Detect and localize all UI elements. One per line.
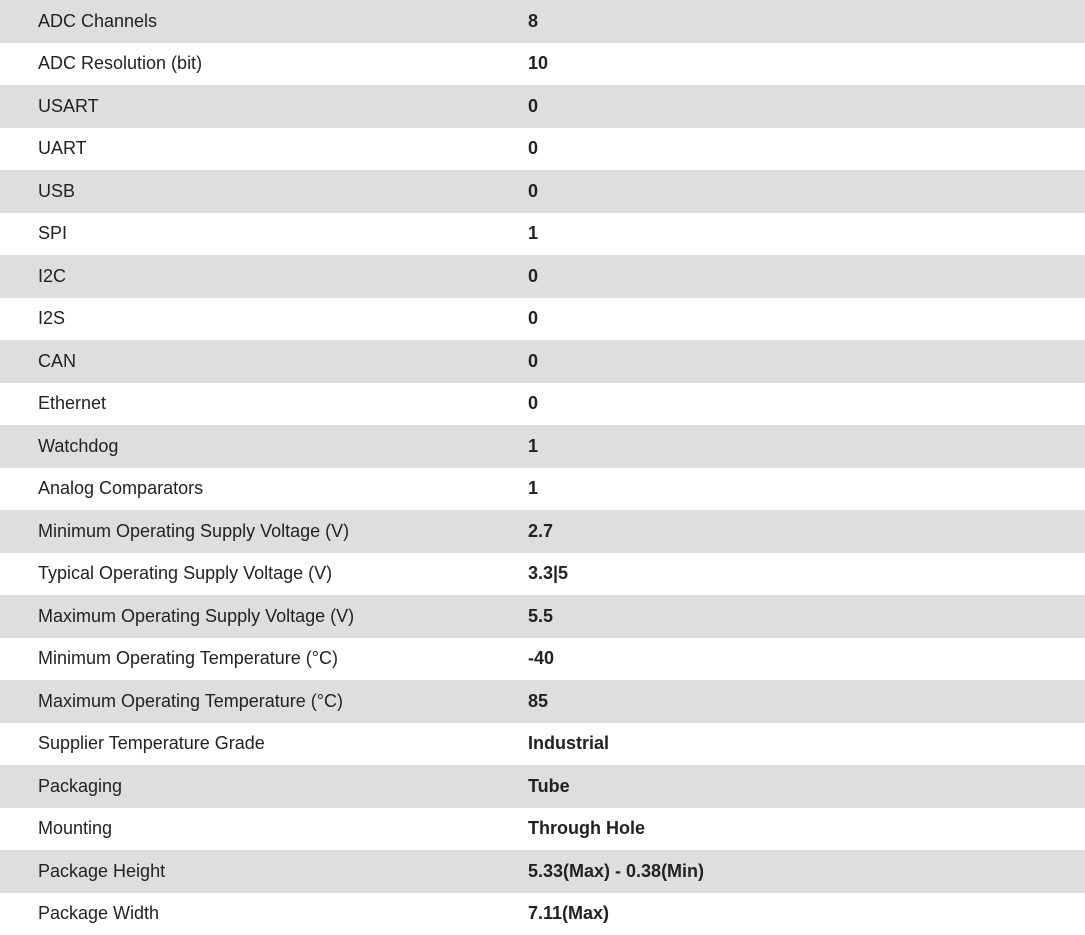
spec-value: 8: [528, 0, 1085, 43]
spec-label: UART: [0, 128, 528, 171]
spec-label: Typical Operating Supply Voltage (V): [0, 553, 528, 596]
spec-label: I2S: [0, 298, 528, 341]
table-row: [0, 595, 1085, 638]
spec-value: 0: [528, 298, 1085, 341]
spec-value: 5.5: [528, 595, 1085, 638]
spec-label: Maximum Operating Temperature (°C): [0, 680, 528, 723]
spec-value: 0: [528, 85, 1085, 128]
spec-value: Through Hole: [528, 808, 1085, 851]
spec-label: USART: [0, 85, 528, 128]
spec-label: ADC Resolution (bit): [0, 43, 528, 86]
table-row: [0, 255, 1085, 298]
spec-value: 0: [528, 170, 1085, 213]
spec-value: 3.3|5: [528, 553, 1085, 596]
spec-label: USB: [0, 170, 528, 213]
spec-label: Maximum Operating Supply Voltage (V): [0, 595, 528, 638]
spec-value: 2.7: [528, 510, 1085, 553]
table-row: [0, 213, 1085, 256]
spec-label: Minimum Operating Supply Voltage (V): [0, 510, 528, 553]
spec-label: Minimum Operating Temperature (°C): [0, 638, 528, 681]
spec-value: 1: [528, 213, 1085, 256]
table-row: [0, 468, 1085, 511]
spec-value: 1: [528, 425, 1085, 468]
spec-value: 0: [528, 128, 1085, 171]
spec-label: Analog Comparators: [0, 468, 528, 511]
table-row: [0, 638, 1085, 681]
table-row: [0, 553, 1085, 596]
spec-label: Mounting: [0, 808, 528, 851]
spec-value: 1: [528, 468, 1085, 511]
spec-label: Package Height: [0, 850, 528, 893]
table-row: [0, 0, 1085, 43]
table-row: [0, 383, 1085, 426]
table-row: [0, 765, 1085, 808]
table-row: [0, 128, 1085, 171]
spec-value: 0: [528, 340, 1085, 383]
spec-value: 7.11(Max): [528, 893, 1085, 935]
spec-value: 0: [528, 255, 1085, 298]
table-row: [0, 808, 1085, 851]
table-row: [0, 298, 1085, 341]
table-row: [0, 680, 1085, 723]
spec-value: Industrial: [528, 723, 1085, 766]
table-row: [0, 340, 1085, 383]
table-row: [0, 850, 1085, 893]
spec-label: ADC Channels: [0, 0, 528, 43]
spec-value: 5.33(Max) - 0.38(Min): [528, 850, 1085, 893]
spec-label: CAN: [0, 340, 528, 383]
table-row: [0, 723, 1085, 766]
spec-label: Packaging: [0, 765, 528, 808]
spec-label: Supplier Temperature Grade: [0, 723, 528, 766]
spec-label: Package Width: [0, 893, 528, 935]
spec-label: Ethernet: [0, 383, 528, 426]
spec-label: Watchdog: [0, 425, 528, 468]
spec-label: I2C: [0, 255, 528, 298]
table-row: [0, 425, 1085, 468]
spec-value: 85: [528, 680, 1085, 723]
spec-value: Tube: [528, 765, 1085, 808]
spec-label: SPI: [0, 213, 528, 256]
table-row: [0, 170, 1085, 213]
table-row: [0, 43, 1085, 86]
spec-value: 10: [528, 43, 1085, 86]
table-row: [0, 510, 1085, 553]
table-row: [0, 85, 1085, 128]
spec-value: -40: [528, 638, 1085, 681]
table-row: [0, 893, 1085, 935]
spec-value: 0: [528, 383, 1085, 426]
